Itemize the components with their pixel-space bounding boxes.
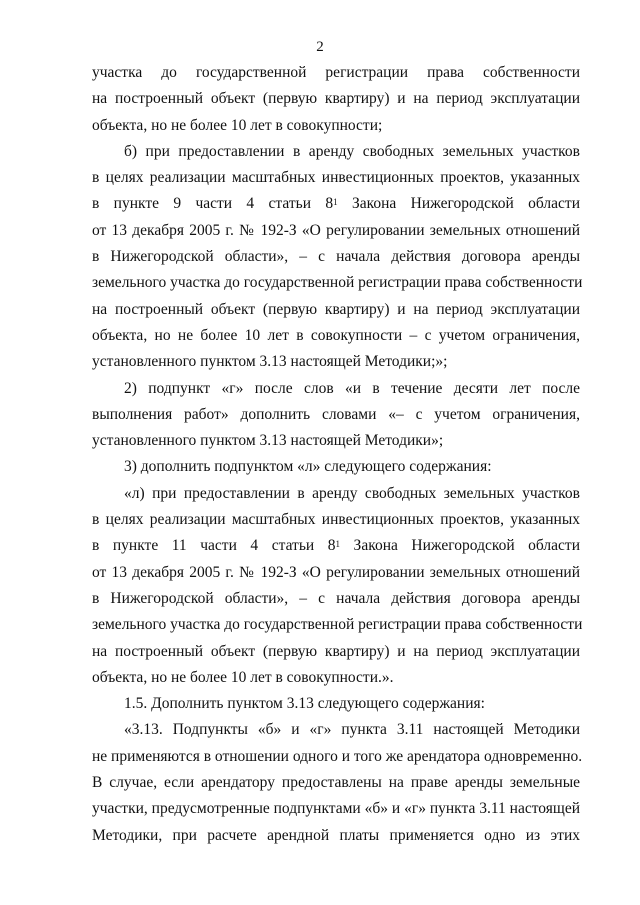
page-number: 2 bbox=[316, 39, 324, 55]
text-line bbox=[92, 191, 580, 217]
text-line: не применяются в отношении одного и того же арендатора одновременно. bbox=[92, 747, 583, 765]
text-line: 3) дополнить подпунктом «л» следующего содержания: bbox=[124, 458, 492, 476]
text-segment: в пункте 11 части 4 статьи 8 bbox=[92, 537, 336, 555]
text-line: на построенный объект (первую квартиру) и на период эксплуатации bbox=[92, 642, 580, 660]
text-line: от 13 декабря 2005 г. № 192-З «О регулировании земельных отношений bbox=[92, 563, 580, 581]
text-line: земельного участка до государственной регистрации права собственности bbox=[92, 616, 583, 634]
text-line: от 13 декабря 2005 г. № 192-З «О регулировании земельных отношений bbox=[92, 221, 580, 239]
superscript: 1 bbox=[333, 197, 338, 208]
text-line: в Нижегородской области», – с начала действия договора аренды bbox=[92, 589, 580, 607]
text-line: участки, предусмотренные подпунктами «б» и «г» пункта 3.11 настоящей bbox=[92, 800, 580, 818]
text-line: в Нижегородской области», – с начала действия договора аренды bbox=[92, 248, 580, 266]
text-line: установленного пунктом 3.13 настоящей Методики;»; bbox=[92, 353, 448, 371]
text-line: установленного пунктом 3.13 настоящей Методики»; bbox=[92, 432, 444, 450]
text-line: в целях реализации масштабных инвестиционных проектов, указанных bbox=[92, 169, 580, 187]
text-line: в целях реализации масштабных инвестиционных проектов, указанных bbox=[92, 511, 580, 529]
text-line bbox=[92, 533, 580, 559]
text-line: «3.13. Подпункты «б» и «г» пункта 3.11 настоящей Методики bbox=[124, 721, 580, 739]
text-line: на построенный объект (первую квартиру) и на период эксплуатации bbox=[92, 300, 580, 318]
text-line: выполнения работ» дополнить словами «– с учетом ограничения, bbox=[92, 405, 580, 423]
text-segment: Закона Нижегородской области bbox=[340, 537, 580, 555]
text-segment: в пункте 9 части 4 статьи 8 bbox=[92, 195, 334, 213]
text-line: 1.5. Дополнить пунктом 3.13 следующего содержания: bbox=[124, 695, 485, 713]
text-line: В случае, если арендатору предоставлены на праве аренды земельные bbox=[92, 774, 580, 792]
text-line: объекта, но не более 10 лет в совокупности; bbox=[92, 116, 383, 134]
text-line: Методики, при расчете арендной платы применяется одно из этих bbox=[92, 826, 580, 844]
superscript: 1 bbox=[335, 539, 340, 550]
text-line: б) при предоставлении в аренду свободных земельных участков bbox=[124, 142, 580, 160]
text-segment: Закона Нижегородской области bbox=[337, 195, 580, 213]
text-line: земельного участка до государственной регистрации права собственности bbox=[92, 274, 583, 292]
text-line: объекта, но не более 10 лет в совокупности.». bbox=[92, 668, 394, 686]
text-line: «л) при предоставлении в аренду свободных земельных участков bbox=[124, 484, 580, 502]
text-line: 2) подпункт «г» после слов «и в течение десяти лет после bbox=[124, 379, 580, 397]
text-line: на построенный объект (первую квартиру) и на период эксплуатации bbox=[92, 90, 580, 108]
text-line: объекта, но не более 10 лет в совокупности – с учетом ограничения, bbox=[92, 326, 580, 344]
document-body bbox=[92, 60, 583, 849]
text-line: участка до государственной регистрации права собственности bbox=[92, 64, 580, 81]
